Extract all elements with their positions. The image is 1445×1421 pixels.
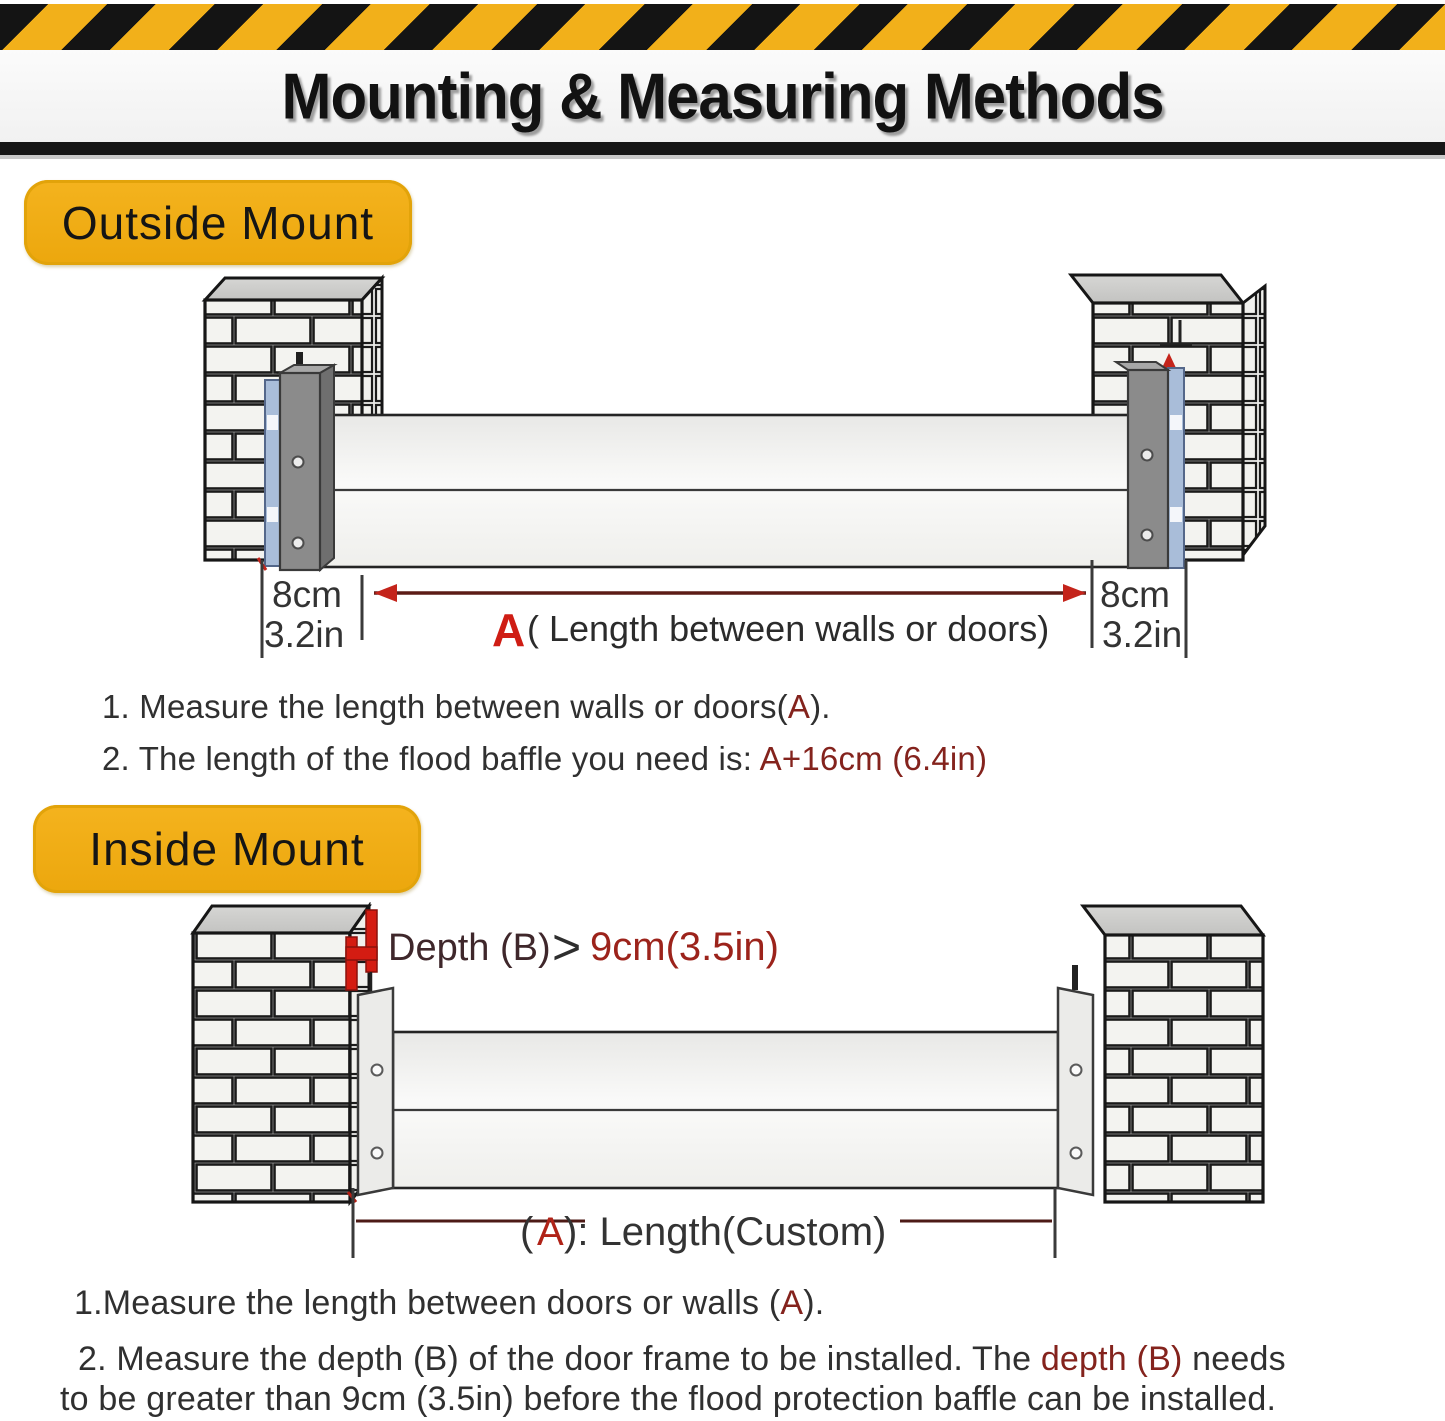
inside-mount-badge-label: Inside Mount (89, 823, 365, 875)
span-label-text: ( Length between walls or doors) (527, 608, 1050, 649)
depth-value: 9cm(3.5in) (590, 925, 779, 969)
length-label-a: A (537, 1210, 564, 1254)
length-label-post: ): Length(Custom) (564, 1210, 887, 1254)
screw-hole (293, 457, 304, 468)
span-label-a: A (492, 604, 526, 656)
flood-barrier-panel (320, 415, 1130, 567)
seal-strip (1168, 368, 1184, 568)
title-band (0, 50, 1445, 142)
page-title: Mounting & Measuring Methods (281, 59, 1164, 133)
seal-strip (265, 380, 280, 566)
arrowhead-left (374, 584, 397, 602)
outside-mount-badge-label: Outside Mount (61, 196, 375, 249)
inside-mount-diagram (0, 902, 1445, 1270)
inside-step-2-line-1 (78, 1340, 1286, 1379)
screw-hole (1071, 1148, 1082, 1159)
screw-hole (293, 538, 304, 549)
outside-step-2 (102, 740, 987, 778)
span-arrow (374, 584, 1086, 602)
inside-step-1-text: 1.Measure the length between doors or walls ( (74, 1284, 781, 1322)
screw-hole (1071, 1065, 1082, 1076)
arrowhead-right (1063, 584, 1086, 602)
outside-step-1-end: ). (810, 688, 831, 725)
inside-step-2-text-a: 2. Measure the depth (B) of the door frame to be installed. The (78, 1340, 1041, 1378)
outside-step-1-text: 1. Measure the length between walls or doors( (102, 688, 788, 725)
hazard-stripe-banner (0, 4, 1445, 50)
left-gap-cm-label: 8cm (272, 574, 342, 615)
depth-label: Depth (B) (388, 927, 551, 969)
outside-step-1-a: A (787, 688, 811, 725)
inside-step-1 (74, 1284, 824, 1323)
right-mounting-channel (1058, 965, 1093, 1195)
outside-mount-diagram (0, 258, 1445, 660)
left-mounting-channel (258, 352, 334, 570)
inside-step-2-text-c: to be greater than 9cm (3.5in) before the flood protection baffle can be installed. (60, 1380, 1277, 1418)
outside-step-2-text: 2. The length of the flood baffle you need is: (102, 740, 760, 777)
screw-hole (372, 1148, 383, 1159)
inside-step-2-red: depth (B) (1040, 1340, 1183, 1378)
screw-hole (372, 1065, 383, 1076)
outside-mount-badge (24, 180, 412, 265)
inside-step-2-text-b: needs (1182, 1340, 1286, 1378)
screw-hole (1142, 530, 1153, 541)
inside-step-1-a: A (780, 1284, 804, 1322)
outside-step-2-value: A+16cm (6.4in) (759, 740, 988, 777)
header-divider (0, 142, 1445, 159)
brick-pillar-left (193, 906, 369, 1202)
right-gap-cm-label: 8cm (1100, 574, 1170, 615)
inside-step-1-end: ). (803, 1284, 825, 1322)
flood-barrier-panel (393, 1032, 1058, 1188)
inside-step-2-line-2 (60, 1380, 1276, 1419)
screw-hole (1142, 450, 1153, 461)
right-gap-in-label: 3.2in (1102, 614, 1183, 655)
outside-step-1 (102, 688, 831, 726)
inside-mount-badge (33, 805, 421, 893)
greater-than-symbol: > (552, 919, 582, 975)
anchor-rod (1072, 965, 1078, 990)
length-label-pre: ( (520, 1210, 534, 1254)
brick-pillar-right (1083, 906, 1263, 1202)
left-gap-in-label: 3.2in (264, 614, 345, 655)
